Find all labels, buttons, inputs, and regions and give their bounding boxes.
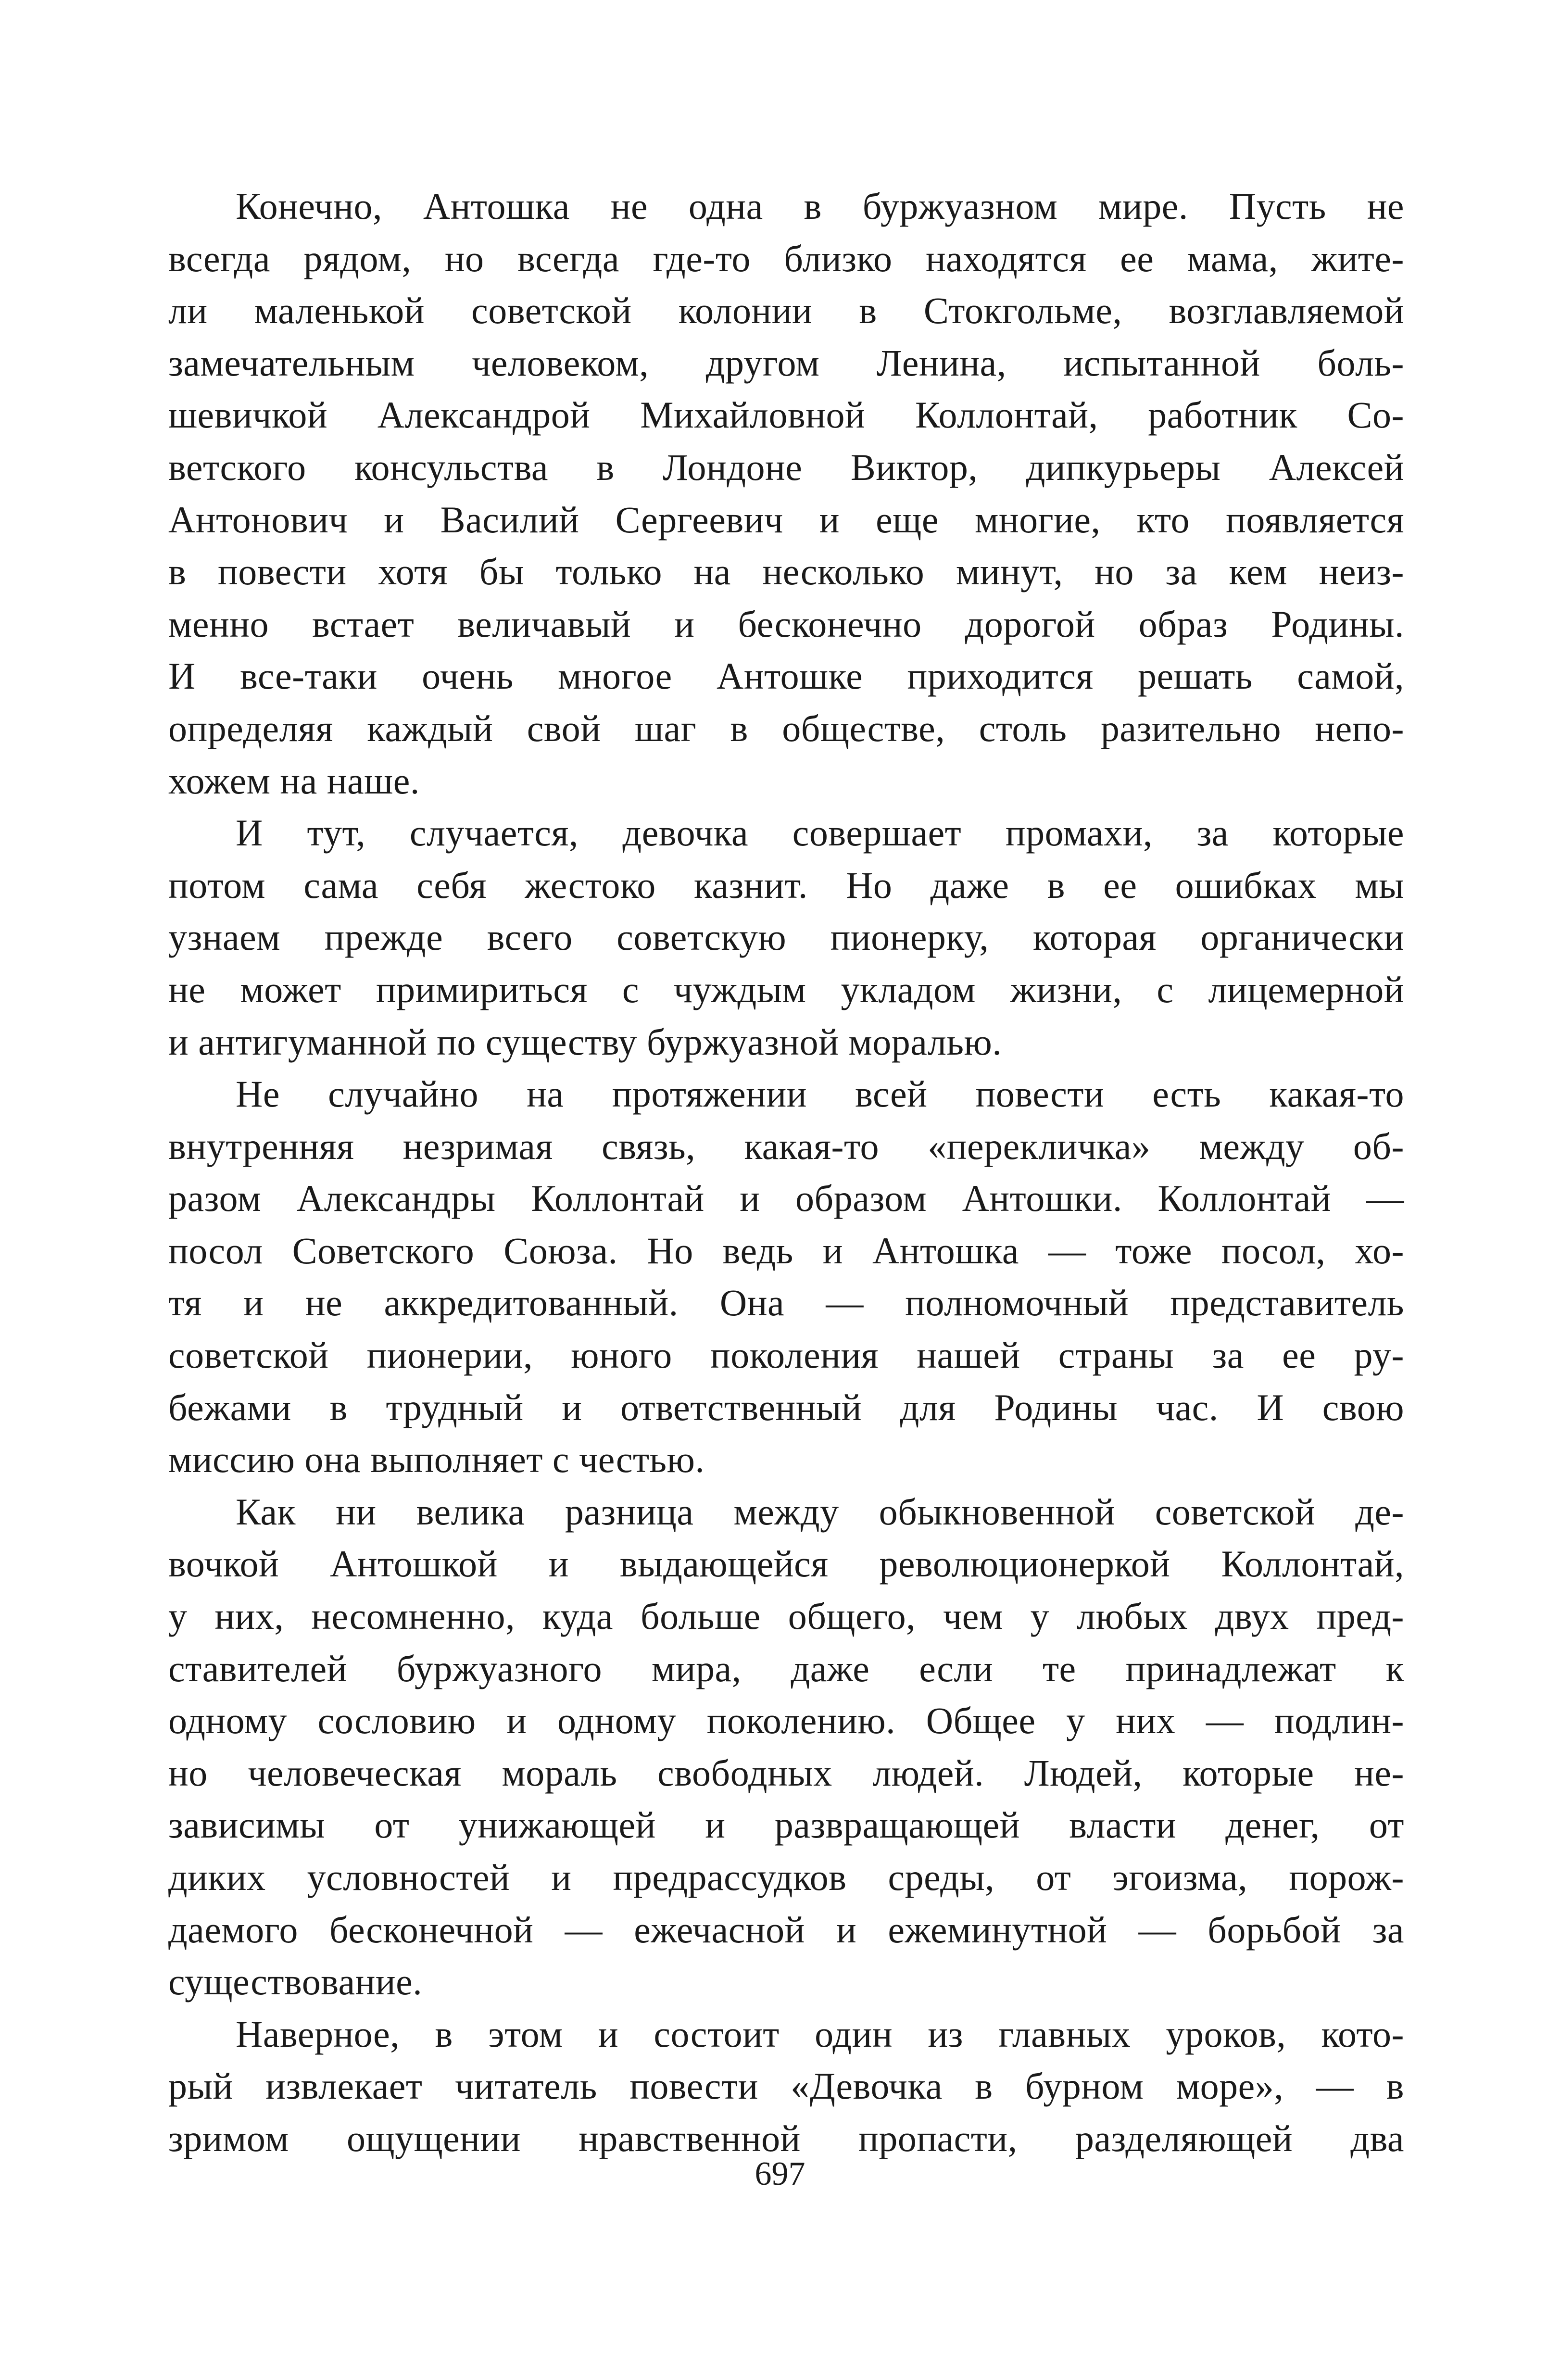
text-line: диких условностей и предрассудков среды, от эгоизма, порож- [168, 1856, 1404, 1898]
text-line: советской пионерии, юного поколения нашей страны за ее ру- [168, 1334, 1404, 1376]
text-line: ветского консульства в Лондоне Виктор, дипкурьеры Алексей [168, 446, 1404, 488]
text-line: Наверное, в этом и состоит один из главных уроков, кото- [236, 2013, 1404, 2055]
text-line: Не случайно на протяжении всей повести есть какая-то [236, 1073, 1404, 1115]
body-text [168, 180, 1404, 2165]
text-line: даемого бесконечной — ежечасной и ежеминутной — борьбой за [168, 1908, 1404, 1951]
text-line: в повести хотя бы только на несколько минут, но за кем неиз- [168, 551, 1404, 593]
text-line: миссию она выполняет с честью. [168, 1438, 705, 1481]
text-line: потом сама себя жестоко казнит. Но даже в ее ошибках мы [168, 864, 1404, 906]
text-line: шевичкой Александрой Михайловной Коллонтай, работник Со- [168, 394, 1404, 436]
text-line: тя и не аккредитованный. Она — полномочный представитель [168, 1282, 1404, 1324]
text-line: ли маленькой советской колонии в Стокгольме, возглавляемой [168, 290, 1404, 332]
text-line: зависимы от унижающей и развращающей власти денег, от [168, 1804, 1404, 1846]
text-line: бежами в трудный и ответственный для Родины час. И свою [168, 1386, 1404, 1428]
text-line: Конечно, Антошка не одна в буржуазном мире. Пусть не [236, 185, 1404, 227]
text-line: И тут, случается, девочка совершает промахи, за которые [236, 812, 1404, 854]
text-line: И все-таки очень многое Антошке приходится решать самой, [168, 655, 1404, 697]
text-line: посол Советского Союза. Но ведь и Антошка — тоже посол, хо- [168, 1229, 1404, 1272]
text-line: у них, несомненно, куда больше общего, чем у любых двух пред- [168, 1595, 1404, 1637]
text-line: Антонович и Василий Сергеевич и еще многие, кто появляется [168, 498, 1404, 541]
text-line: не может примириться с чуждым укладом жизни, с лицемерной [168, 968, 1404, 1010]
text-line: одному сословию и одному поколению. Общее у них — подлин- [168, 1700, 1404, 1742]
text-line: менно встает величавый и бесконечно дорогой образ Родины. [168, 603, 1404, 645]
text-line: вочкой Антошкой и выдающейся революционеркой Коллонтай, [168, 1543, 1404, 1585]
text-line: существование. [168, 1961, 423, 2003]
text-line: ставителей буржуазного мира, даже если те принадлежат к [168, 1647, 1404, 1689]
text-line: рый извлекает читатель повести «Девочка в бурном море», — в [168, 2065, 1404, 2107]
text-line: хожем на наше. [168, 759, 420, 802]
text-line: зримом ощущении нравственной пропасти, разделяющей два [168, 2117, 1404, 2159]
text-line: но человеческая мораль свободных людей. Людей, которые не- [168, 1751, 1404, 1794]
text-line: замечательным человеком, другом Ленина, испытанной боль- [168, 341, 1404, 384]
text-line: определяя каждый свой шаг в обществе, столь разительно непо- [168, 707, 1404, 749]
text-line: разом Александры Коллонтай и образом Антошки. Коллонтай — [168, 1177, 1404, 1220]
text-line: всегда рядом, но всегда где-то близко находятся ее мама, жите- [168, 237, 1404, 279]
text-line: узнаем прежде всего советскую пионерку, которая органически [168, 916, 1404, 958]
text-line: и антигуманной по существу буржуазной моралью. [168, 1020, 1002, 1063]
text-line: внутренняя незримая связь, какая-то «перекличка» между об- [168, 1125, 1404, 1167]
page-number: 697 [755, 2155, 805, 2192]
text-line: Как ни велика разница между обыкновенной советской де- [236, 1490, 1404, 1533]
